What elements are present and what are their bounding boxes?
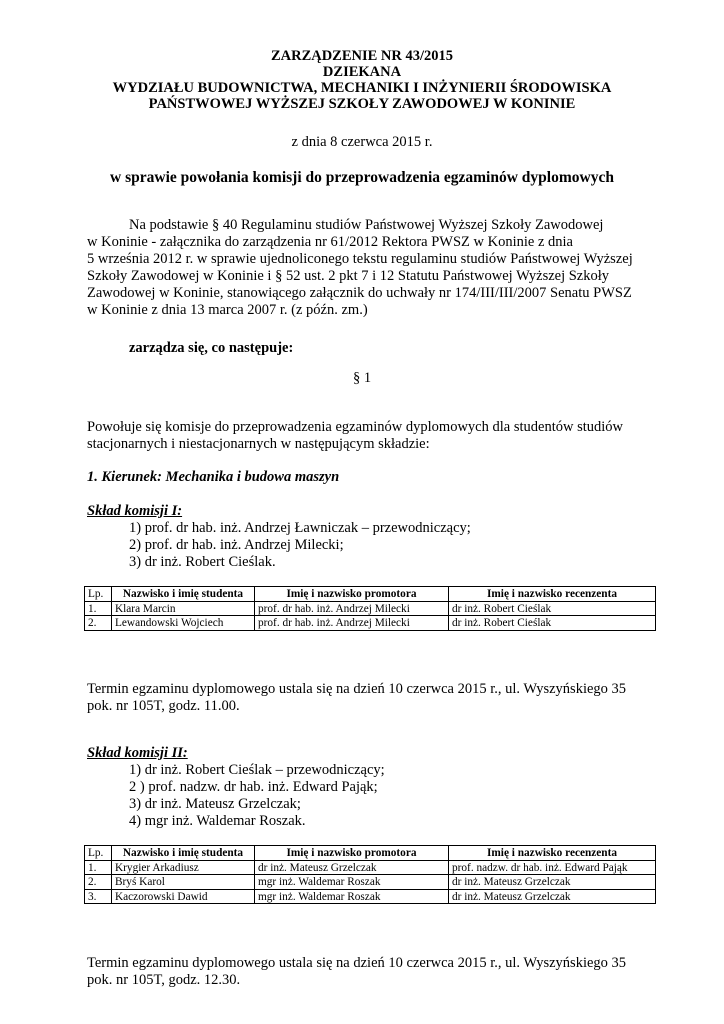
preamble-line: w Koninie z dnia 13 marca 2007 r. (z późn. zm.)	[87, 302, 368, 318]
cell-student: Bryś Karol	[112, 875, 255, 890]
cell-supervisor: mgr inż. Waldemar Roszak	[255, 875, 449, 890]
committee-2-title: Skład komisji II:	[87, 745, 188, 761]
committee-1-table	[84, 586, 656, 631]
subject-heading: w sprawie powołania komisji do przeprowadzenia egzaminów dyplomowych	[110, 169, 614, 186]
direction-heading: 1. Kierunek: Mechanika i budowa maszyn	[87, 469, 340, 485]
cell-supervisor: prof. dr hab. inż. Andrzej Milecki	[255, 601, 449, 616]
committee-1-title: Skład komisji I:	[87, 503, 183, 519]
col-header-supervisor: Imię i nazwisko promotora	[255, 846, 449, 861]
committee-1-member: 2) prof. dr hab. inż. Andrzej Milecki;	[129, 537, 344, 553]
faculty-name: WYDZIAŁU BUDOWNICTWA, MECHANIKI I INŻYNIERII ŚRODOWISKA	[112, 80, 612, 96]
cell-supervisor: mgr inż. Waldemar Roszak	[255, 889, 449, 904]
intro-line: stacjonarnych i niestacjonarnych w następującym składzie:	[87, 436, 430, 452]
committee-1-member: 1) prof. dr hab. inż. Andrzej Ławniczak – przewodniczący;	[129, 520, 471, 536]
cell-reviewer: dr inż. Mateusz Grzelczak	[449, 875, 656, 890]
table-header-row	[85, 846, 656, 861]
ordains-phrase: zarządza się, co następuje:	[129, 340, 294, 356]
cell-lp: 2.	[85, 616, 112, 631]
preamble-line: Zawodowej w Koninie, stanowiącego załącznik do uchwały nr 174/III/III/2007 Senatu PWSZ	[87, 285, 632, 301]
col-header-reviewer: Imię i nazwisko recenzenta	[449, 587, 656, 602]
section-number: § 1	[352, 370, 372, 386]
cell-supervisor: prof. dr hab. inż. Andrzej Milecki	[255, 616, 449, 631]
committee-2-member: 2 ) prof. nadzw. dr hab. inż. Edward Pająk;	[129, 779, 378, 795]
preamble-line: Szkoły Zawodowej w Koninie i § 52 ust. 2 pkt 7 i 12 Statutu Państwowej Wyższej Szkoły	[87, 268, 610, 284]
order-number: ZARZĄDZENIE NR 43/2015	[270, 48, 454, 64]
cell-student: Kaczorowski Dawid	[112, 889, 255, 904]
committee-2-member: 3) dr inż. Mateusz Grzelczak;	[129, 796, 301, 812]
col-header-lp: Lp.	[85, 846, 112, 861]
exam-term-line: Termin egzaminu dyplomowego ustala się na dzień 10 czerwca 2015 r., ul. Wyszyńskiego 35	[87, 681, 627, 697]
cell-reviewer: prof. nadzw. dr hab. inż. Edward Pająk	[449, 860, 656, 875]
cell-student: Klara Marcin	[112, 601, 255, 616]
committee-1-member: 3) dr inż. Robert Cieślak.	[129, 554, 276, 570]
committee-2-member: 1) dr inż. Robert Cieślak – przewodniczący;	[129, 762, 385, 778]
cell-lp: 2.	[85, 875, 112, 890]
table-row	[85, 875, 656, 890]
committee-2-member: 4) mgr inż. Waldemar Roszak.	[129, 813, 306, 829]
table-row	[85, 860, 656, 875]
cell-supervisor: dr inż. Mateusz Grzelczak	[255, 860, 449, 875]
table-row	[85, 889, 656, 904]
intro-line: Powołuje się komisje do przeprowadzenia egzaminów dyplomowych dla studentów studiów	[87, 419, 623, 435]
cell-lp: 3.	[85, 889, 112, 904]
col-header-student: Nazwisko i imię studenta	[112, 587, 255, 602]
committee-2-table	[84, 845, 656, 904]
preamble-line: 5 września 2012 r. w sprawie ujednoliconego tekstu regulaminu studiów Państwowej Wyższej	[87, 251, 633, 267]
cell-student: Krygier Arkadiusz	[112, 860, 255, 875]
issuer-title: DZIEKANA	[322, 64, 402, 80]
cell-reviewer: dr inż. Robert Cieślak	[449, 616, 656, 631]
preamble-line: Na podstawie § 40 Regulaminu studiów Państwowej Wyższej Szkoły Zawodowej	[129, 217, 604, 233]
cell-reviewer: dr inż. Mateusz Grzelczak	[449, 889, 656, 904]
cell-lp: 1.	[85, 601, 112, 616]
issue-date: z dnia 8 czerwca 2015 r.	[291, 134, 433, 150]
table-row	[85, 616, 656, 631]
table-header-row	[85, 587, 656, 602]
preamble-line: w Koninie - załącznika do zarządzenia nr 61/2012 Rektora PWSZ w Koninie z dnia	[87, 234, 573, 250]
cell-lp: 1.	[85, 860, 112, 875]
col-header-student: Nazwisko i imię studenta	[112, 846, 255, 861]
exam-term-line: pok. nr 105T, godz. 12.30.	[87, 972, 241, 988]
col-header-lp: Lp.	[85, 587, 112, 602]
cell-reviewer: dr inż. Robert Cieślak	[449, 601, 656, 616]
col-header-reviewer: Imię i nazwisko recenzenta	[449, 846, 656, 861]
table-row	[85, 601, 656, 616]
exam-term-line: pok. nr 105T, godz. 11.00.	[87, 698, 240, 714]
cell-student: Lewandowski Wojciech	[112, 616, 255, 631]
col-header-supervisor: Imię i nazwisko promotora	[255, 587, 449, 602]
school-name: PAŃSTWOWEJ WYŻSZEJ SZKOŁY ZAWODOWEJ W KONINIE	[148, 96, 576, 112]
exam-term-line: Termin egzaminu dyplomowego ustala się na dzień 10 czerwca 2015 r., ul. Wyszyńskiego 35	[87, 955, 627, 971]
